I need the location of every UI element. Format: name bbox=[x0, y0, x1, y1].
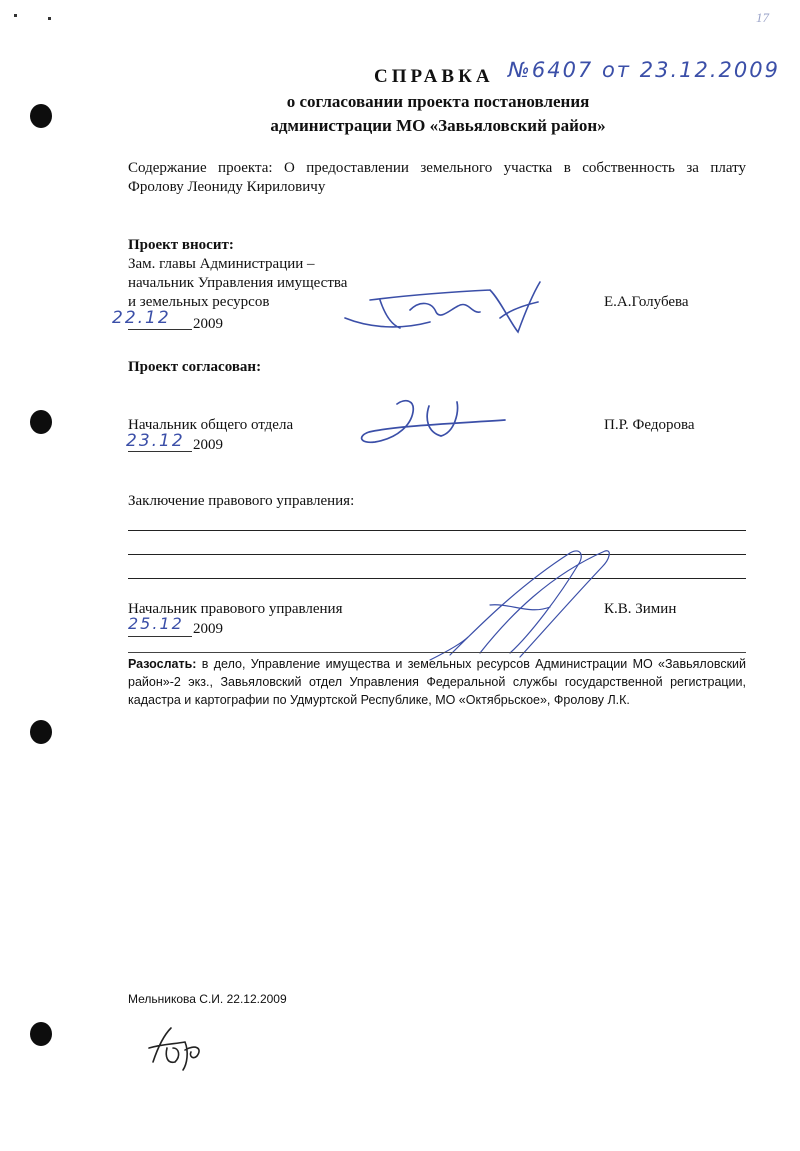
document-title: СПРАВКА bbox=[374, 66, 494, 87]
handwritten-number: №6407 от 23.12.2009 bbox=[508, 58, 780, 82]
submitter-position-3: и земельных ресурсов bbox=[128, 294, 270, 310]
submitter-year: 2009 bbox=[193, 316, 223, 332]
submitter-date-handwritten: 22.12 bbox=[112, 308, 171, 328]
legal-position: Начальник правового управления bbox=[128, 601, 343, 617]
legal-name: К.В. Зимин bbox=[604, 601, 677, 617]
signature-golubeva bbox=[340, 270, 550, 340]
approved-name: П.Р. Федорова bbox=[604, 417, 695, 433]
subtitle-line-1: о согласовании проекта постановления bbox=[286, 92, 590, 111]
legal-conclusion-label: Заключение правового управления: bbox=[128, 493, 355, 509]
approved-position: Начальник общего отдела bbox=[128, 417, 294, 433]
approved-heading: Проект согласован: bbox=[128, 359, 262, 375]
approved-year: 2009 bbox=[193, 437, 223, 453]
distribution-label: Разослать: bbox=[128, 657, 197, 671]
signature-zimin bbox=[420, 545, 620, 665]
binder-hole bbox=[30, 1022, 52, 1046]
distribution-block bbox=[128, 655, 746, 709]
submitter-name: Е.А.Голубева bbox=[604, 294, 689, 310]
approved-date-handwritten: 23.12 bbox=[126, 431, 185, 451]
scan-speck bbox=[14, 14, 17, 17]
submitter-position-1: Зам. главы Администрации – bbox=[128, 256, 315, 272]
distribution-line-2: район»-2 экз., Завьяловский отдел Управления Федеральной службы государственной регистрации, bbox=[128, 675, 746, 689]
submitter-position-2: начальник Управления имущества bbox=[128, 275, 348, 291]
binder-hole bbox=[30, 720, 52, 744]
signature-fedorova bbox=[355, 392, 515, 452]
author-initials-signature bbox=[145, 1022, 215, 1072]
project-content-line-2: Фролову Леониду Кириловичу bbox=[128, 179, 326, 195]
binder-hole bbox=[30, 410, 52, 434]
legal-year: 2009 bbox=[193, 621, 223, 637]
distribution-line-1-text: в дело, Управление имущества и земельных ресурсов Администрации МО «Завьяловский bbox=[196, 657, 746, 671]
corner-mark: 17 bbox=[756, 10, 769, 25]
project-content-line-1: Содержание проекта: О предоставлении земельного участка в собственность за плату bbox=[128, 160, 746, 176]
legal-date-handwritten: 25.12 bbox=[128, 614, 184, 633]
conclusion-line-1 bbox=[128, 530, 746, 531]
scan-speck bbox=[48, 17, 51, 20]
distribution-line-3: кадастра и картографии по Удмуртской Республике, МО «Октябрьское», Фролову Л.К. bbox=[128, 693, 630, 707]
distribution-line-1 bbox=[128, 655, 746, 673]
footer-author: Мельникова С.И. 22.12.2009 bbox=[128, 992, 287, 1006]
distribution-divider bbox=[128, 652, 746, 653]
submitter-heading: Проект вносит: bbox=[128, 237, 234, 253]
subtitle-line-2: администрации МО «Завьяловский район» bbox=[270, 116, 606, 135]
